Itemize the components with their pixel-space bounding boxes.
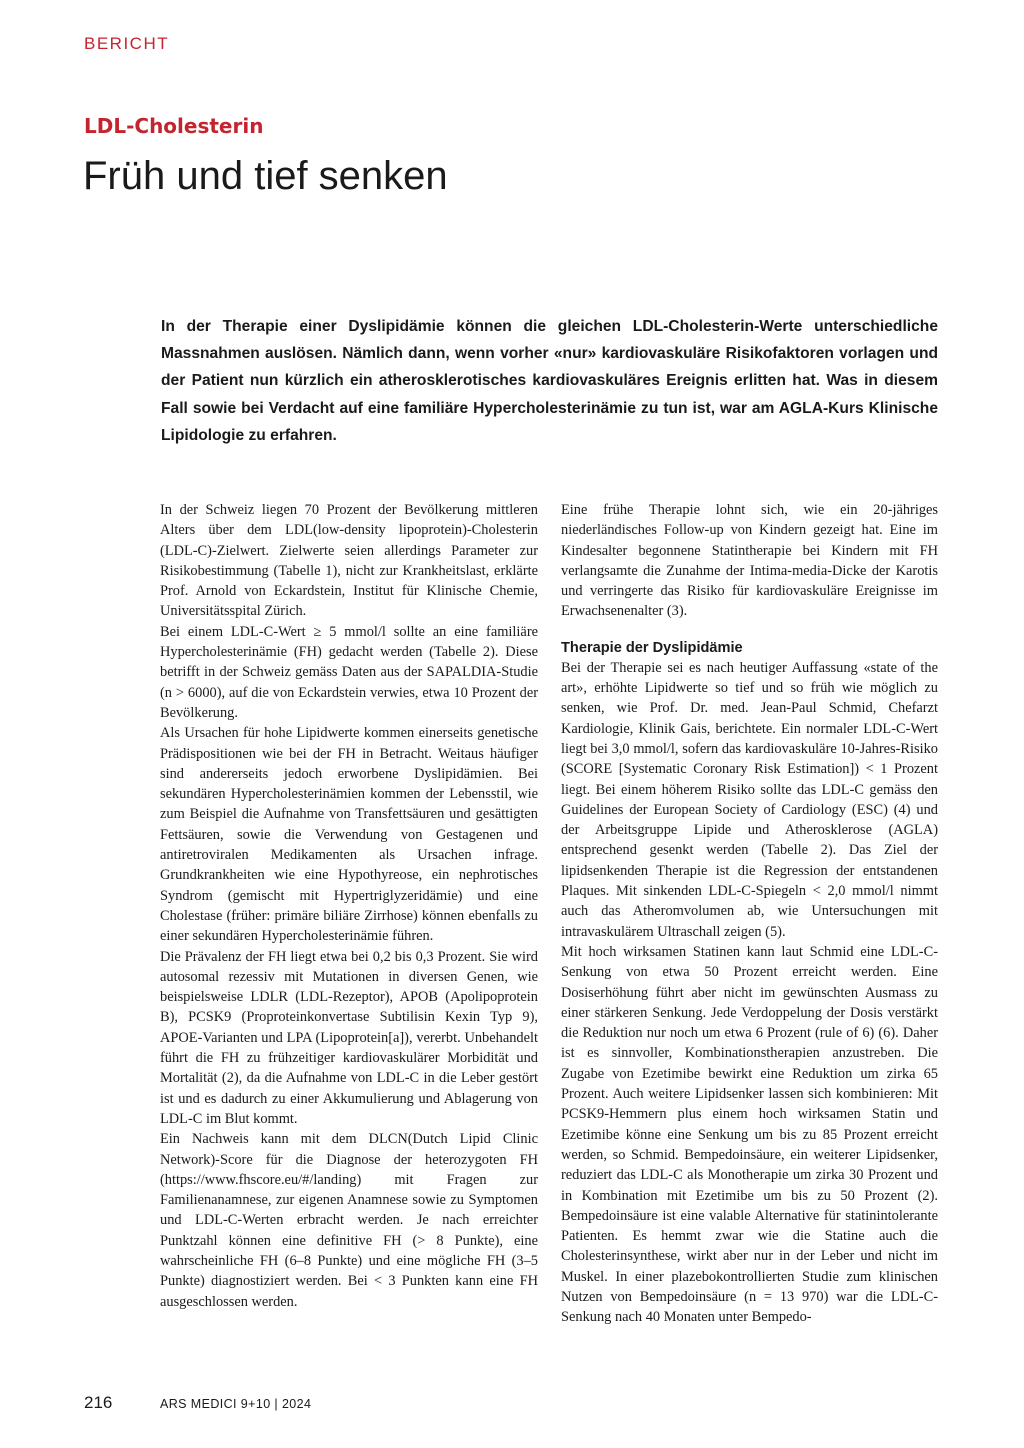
body-paragraph: Eine frühe Therapie lohnt sich, wie ein 20-jähriges niederländisches Follow-up von Kindern gezeigt hat. Eine im Kindesalter begonnene Statintherapie bei Kindern mit FH verlangsamte die Zunahme der Intima-media-Dicke der Karotis und verringerte das Risiko für kardiovaskuläre Ereignisse im Erwachsenenalter (3). — [561, 502, 938, 620]
article-lead: In der Therapie einer Dyslipidämie können die gleichen LDL-Cholesterin-Werte unterschiedliche Massnahmen auslösen. Nämlich dann, wenn vorher «nur» kardiovaskuläre Risikofaktoren vorlagen und der Patient nun kürzlich ein atherosklerotisches kardiovaskuläres Ereignis erlitten hat. Was in diesem Fall sowie bei Verdacht auf eine familiäre Hypercholesterinämie zu tun ist, war am AGLA-Kurs Klinische Lipidologie zu erfahren. — [161, 318, 938, 444]
body-paragraph: Bei einem LDL-C-Wert ≥ 5 mmol/l sollte an eine familiäre Hypercholesterinämie (FH) gedacht werden (Tabelle 2). Diese betrifft in der Schweiz gemäss Daten aus der SAPALDIA-Studie (n > 6000), auf die von Eckardstein verwies, etwa 10 Prozent der Bevölkerung. — [160, 623, 538, 721]
section-label: BERICHT — [84, 34, 170, 53]
page-number: 216 — [84, 1393, 113, 1412]
body-paragraph: Bei der Therapie sei es nach heutiger Auffassung «state of the art», erhöhte Lipidwerte so tief und so früh wie möglich zu senken, wie Prof. Dr. med. Jean-Paul Schmid, Chefarzt Kardiologie, Klinik Gais, berichtete. Ein normaler LDL-C-Wert liegt bei 3,0 mmol/l, sofern das kardiovaskuläre 10-Jahres-Risiko (SCORE [Systematic Coronary Risk Estimation]) < 1 Prozent liegt. Bei einem höherem Risiko sollte das LDL-C gemäss den Guidelines der European Society of Cardiology (ESC) (4) und der Arbeitsgruppe Lipide und Atherosklerose (AGLA) entsprechend gesenkt werden (Tabelle 2). Das Ziel der lipidsenkenden Therapie ist die Regression der entstandenen Plaques. Mit sinkenden LDL-C-Spiegeln < 2,0 mmol/l nimmt auch das Atheromvolumen ab, wie Untersuchungen mit intravaskulärem Ultraschall zeigen (5). — [561, 659, 938, 940]
section-subheading: Therapie der Dyslipidämie — [561, 639, 743, 656]
body-paragraph: Die Prävalenz der FH liegt etwa bei 0,2 bis 0,3 Prozent. Sie wird autosomal rezessiv mit Mutationen in diversen Genen, wie beispielsweise LDLR (LDL-Rezeptor), APOB (Apolipoprotein B), PCSK9 (Proproteinkonvertase Subtilisin Kexin Typ 9), APOE-Varianten und LPA (Lipoprotein[a]), vererbt. Unbehandelt führt die FH zu frühzeitiger kardiovaskulärer Morbidität und Mortalität (2), da die Aufnahme von LDL-C in die Leber gestört ist und es dadurch zu einer Akkumulierung und Ablagerung von LDL-C im Blut kommt. — [160, 948, 538, 1127]
body-paragraph: Ein Nachweis kann mit dem DLCN(Dutch Lipid Clinic Network)-Score für die Diagnose der heterozygoten FH (https://www.fhscore.eu/#/landing) mit Fragen zur Familienanamnese, zur eigenen Anamnese sowie zu Symptomen und LDL-C-Werten erbracht werden. Je nach erreichter Punktzahl können eine definitive FH (> 8 Punkte), eine wahrscheinliche FH (6–8 Punkte) und eine mögliche FH (3–5 Punkte) diagnostiziert werden. Bei < 3 Punkten kann eine FH ausgeschlossen werden. — [160, 1131, 538, 1310]
journal-info: ARS MEDICI 9+10 | 2024 — [160, 1397, 312, 1411]
right-column — [561, 500, 938, 1328]
body-paragraph: In der Schweiz liegen 70 Prozent der Bevölkerung mittleren Alters über dem LDL(low-density lipoprotein)-Cholesterin (LDL-C)-Zielwert. Zielwerte seien allerdings Parameter zur Risikobestimmung (Tabelle 1), nicht zur Krankheitslast, erklärte Prof. Arnold von Eckardstein, Institut für Klinische Chemie, Universitätsspital Zürich. — [160, 502, 538, 620]
body-paragraph: Als Ursachen für hohe Lipidwerte kommen einerseits genetische Prädispositionen wie bei der FH in Betracht. Weitaus häufiger sind andererseits jedoch erworbene Dyslipidämien. Bei sekundären Hypercholesterinämien kommen der Lebensstil, wie zum Beispiel die Aufnahme von Transfettsäuren und gesättigten Fettsäuren, sowie die Verwendung von Gestagenen und antiretroviralen Medikamenten als Ursachen infrage. Grundkrankheiten wie eine Hypothyreose, ein nephrotisches Syndrom (gemischt mit Hypertriglyzeridämie) und eine Cholestase (früher: primäre biliäre Zirrhose) können ebenfalls zu einer sekundären Hypercholesterinämie führen. — [160, 725, 538, 945]
article-kicker: LDL-Cholesterin — [84, 114, 264, 138]
article-title: Früh und tief senken — [83, 154, 448, 198]
left-column — [160, 500, 538, 1312]
body-paragraph: Mit hoch wirksamen Statinen kann laut Schmid eine LDL-C-Senkung von etwa 50 Prozent erreicht werden. Eine Dosiserhöhung führt aber nicht im gewünschten Ausmass zu einer stärkeren Senkung. Jede Verdoppelung der Dosis verstärkt die Reduktion nur noch um etwa 6 Prozent (rule of 6) (6). Daher ist es sinnvoller, Kombinationstherapien anzustreben. Die Zugabe von Ezetimibe bewirkt eine Reduktion um zirka 65 Prozent. Auch weitere Lipidsenker lassen sich kombinieren: Mit PCSK9-Hemmern plus einem hoch wirksamen Statin und Ezetimibe könne eine Senkung um bis zu 85 Prozent erreicht werden, so Schmid. Bempedoinsäure, ein weiterer Lipidsenker, reduziert das LDL-C als Monotherapie um zirka 30 Prozent und in Kombination mit Ezetimibe um bis zu 50 Prozent (2). Bempedoinsäure ist eine valable Alternative für statinintolerante Patienten. Es hemmt zwar wie die Statine auch die Cholesterinsynthese, wirkt aber nur in der Leber und nicht im Muskel. In einer plazebokontrollierten Studie zum klinischen Nutzen von Bempedoinsäure (n = 13 970) war die LDL-C-Senkung nach 40 Monaten unter Bempedo- — [561, 943, 938, 1326]
